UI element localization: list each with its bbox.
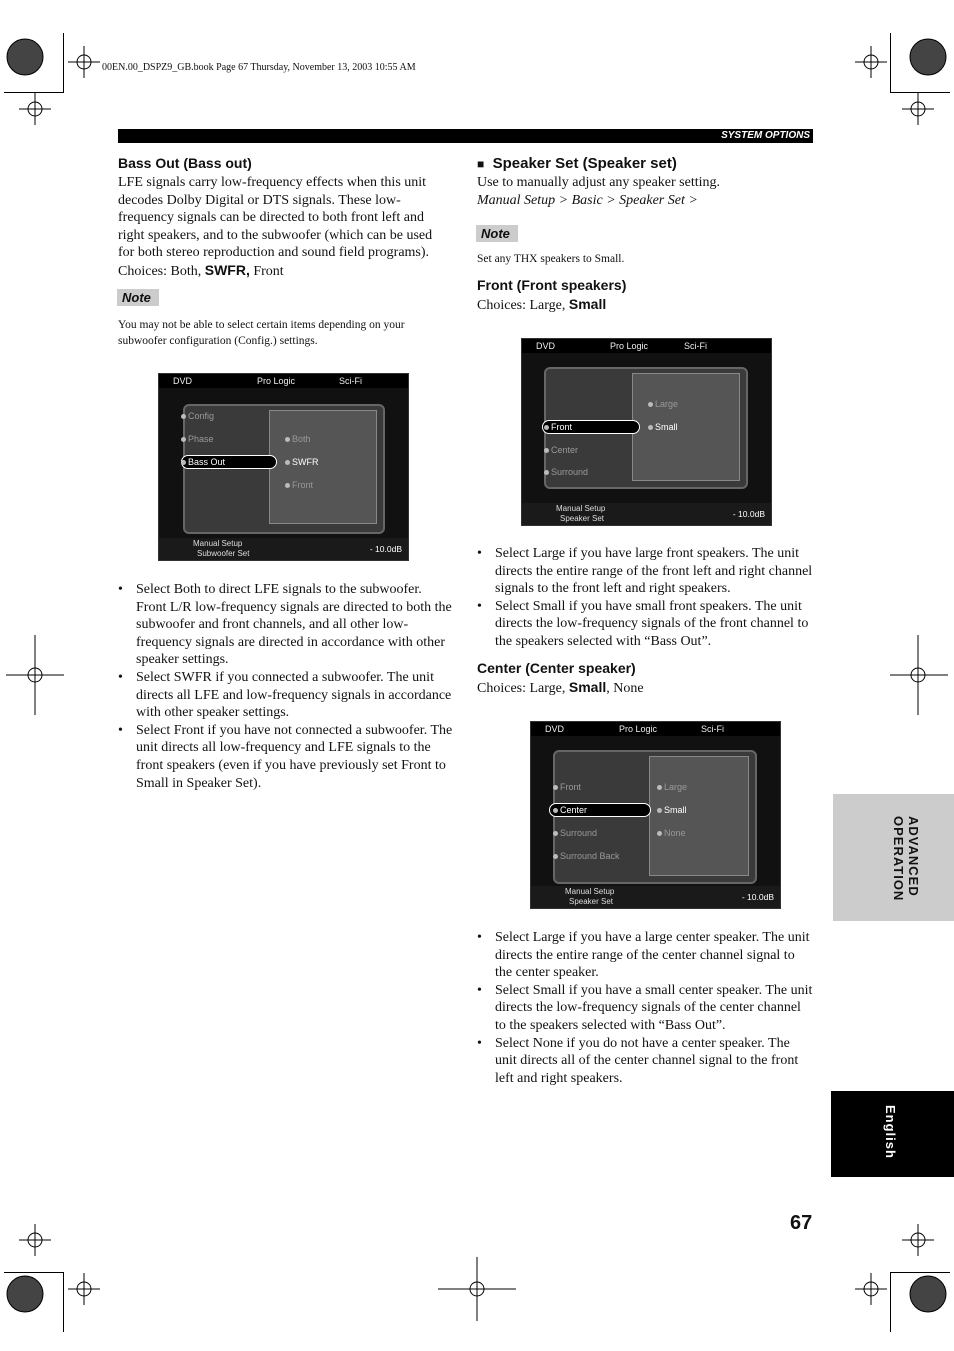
- menu-item-front: Front: [544, 422, 572, 432]
- section-header: [118, 129, 813, 143]
- bass-out-heading: Bass Out (Bass out): [118, 155, 252, 171]
- footer-line-2: Subwoofer Set: [197, 549, 250, 558]
- bass-out-choices: [118, 262, 451, 281]
- menu-item-surround-back: Surround Back: [553, 851, 620, 861]
- dvd-label: DVD: [173, 376, 193, 386]
- footer-line-1: Manual Setup: [193, 539, 243, 548]
- footer-line-2: Speaker Set: [569, 897, 614, 906]
- english-label: English: [883, 1105, 898, 1159]
- note-text: You may not be able to select certain items depending on your subwoofer configuration (Config.) settings.: [118, 319, 405, 347]
- option-large: Large: [648, 399, 678, 409]
- list-item: • Select Large if you have a large center speaker. The unit directs the entire range of the center channel signal to the center speaker.: [477, 929, 813, 982]
- option-none: None: [657, 828, 686, 838]
- speaker-set-heading: ■ Speaker Set (Speaker set): [477, 155, 677, 172]
- volume-readout: - 10.0dB: [741, 892, 774, 902]
- option-small: Small: [648, 422, 678, 432]
- list-item: • Select Small if you have small front speakers. The unit directs the low-frequency signals of the front channel to the speakers selected with “Bass Out”.: [477, 598, 813, 651]
- menu-item-phase: Phase: [181, 434, 214, 444]
- front-heading: Front (Front speakers): [477, 277, 627, 293]
- sci-fi-label: Sci-Fi: [684, 341, 707, 351]
- list-item: • Select Small if you have a small center speaker. The unit directs the low-frequency signals of the center channel to the speakers selected with “Bass Out”.: [477, 982, 813, 1035]
- advanced-operation-label: ADVANCED OPERATION: [891, 816, 921, 902]
- footer-line-1: Manual Setup: [556, 504, 606, 513]
- dvd-label: DVD: [536, 341, 556, 351]
- options-panel: [269, 410, 377, 524]
- sci-fi-label: Sci-Fi: [701, 724, 724, 734]
- menu-item-surround: Surround: [544, 467, 588, 477]
- center-bullets: [477, 929, 813, 1087]
- list-item: • Select Front if you have not connected a subwoofer. The unit directs all low-frequency and LFE signals to the front speakers (even if you have previously set Front to Small in Speaker Set).: [118, 722, 453, 792]
- front-bullets: [477, 545, 813, 651]
- volume-readout: - 10.0dB: [369, 544, 402, 554]
- bass-out-screen: [158, 373, 409, 561]
- note-label: Note: [476, 225, 518, 242]
- front-screen: [521, 338, 772, 526]
- option-large: Large: [657, 782, 687, 792]
- pro-logic-label: Pro Logic: [610, 341, 649, 351]
- menu-item-center: Center: [544, 445, 578, 455]
- menu-item-center: Center: [553, 805, 587, 815]
- choices-prefix: Choices: Both,: [118, 264, 205, 279]
- options-panel: [649, 756, 749, 876]
- menu-item-bass-out: Bass Out: [181, 457, 225, 467]
- advanced-operation-tab: [833, 794, 954, 921]
- list-item: • Select None if you do not have a center speaker. The unit directs all of the center channel signal to the front left and right speakers.: [477, 1035, 813, 1088]
- english-tab: [831, 1091, 954, 1177]
- center-screen: [530, 721, 781, 909]
- volume-readout: - 10.0dB: [732, 509, 765, 519]
- footer-line-2: Speaker Set: [560, 514, 605, 523]
- menu-path: Manual Setup > Basic > Speaker Set >: [477, 193, 698, 208]
- bass-out-bullets: [118, 581, 453, 792]
- option-front: Front: [285, 480, 313, 490]
- menu-item-front: Front: [553, 782, 581, 792]
- sci-fi-label: Sci-Fi: [339, 376, 362, 386]
- pro-logic-label: Pro Logic: [257, 376, 296, 386]
- section-title: SYSTEM OPTIONS: [721, 130, 810, 141]
- list-item: • Select Large if you have large front speakers. The unit directs the entire range of the front left and right channel signals to the front left and right speakers.: [477, 545, 813, 598]
- choices-suffix: Front: [249, 264, 284, 279]
- choices-default: Small: [568, 679, 607, 695]
- speaker-set-description: Use to manually adjust any speaker setting.: [477, 175, 720, 190]
- menu-item-surround: Surround: [553, 828, 597, 838]
- center-choices: Choices: Large, Small, None: [477, 679, 644, 696]
- bass-out-description: LFE signals carry low-frequency effects when this unit decodes Dolby Digital or DTS signals. These low-frequency signals can be directed to both front left and right speakers, and to the subwoofer (which can be used for both stereo reproduction and sound field programs).: [118, 175, 433, 261]
- footer-line-1: Manual Setup: [565, 887, 615, 896]
- list-item: • Select SWFR if you connected a subwoofer. The unit directs all LFE and low-frequency signals in accordance with other speaker settings.: [118, 669, 453, 722]
- note-text: Set any THX speakers to Small.: [477, 253, 625, 265]
- square-bullet: ■: [477, 157, 485, 171]
- front-choices: Choices: Large, Small: [477, 296, 607, 313]
- choices-default: Small: [568, 296, 607, 312]
- pro-logic-label: Pro Logic: [619, 724, 658, 734]
- option-small: Small: [657, 805, 687, 815]
- center-heading: Center (Center speaker): [477, 660, 636, 676]
- option-swfr: SWFR: [285, 457, 319, 467]
- file-info: 00EN.00_DSPZ9_GB.book Page 67 Thursday, November 13, 2003 10:55 AM: [102, 62, 416, 73]
- menu-item-config: Config: [181, 411, 214, 421]
- option-both: Both: [285, 434, 311, 444]
- note-label: Note: [117, 289, 159, 306]
- page-number: 67: [790, 1212, 813, 1234]
- choices-default: SWFR,: [204, 262, 250, 278]
- dvd-label: DVD: [545, 724, 565, 734]
- list-item: • Select Both to direct LFE signals to the subwoofer. Front L/R low-frequency signals are directed to both the subwoofer and front channels, and all other low-frequency signals are directed in accordance with other speaker settings.: [118, 581, 453, 669]
